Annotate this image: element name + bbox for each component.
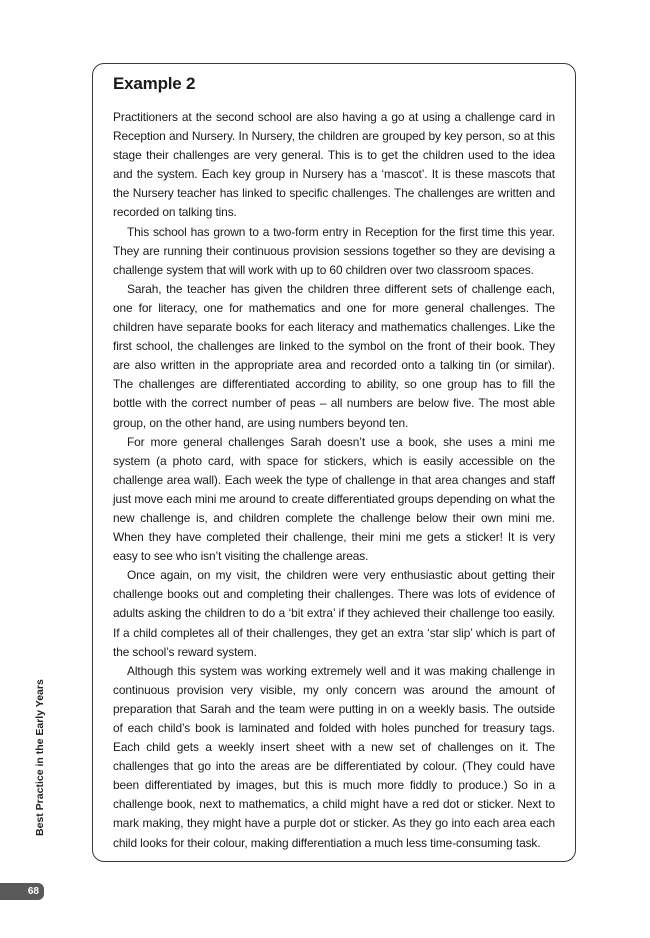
example-heading: Example 2 [113, 74, 196, 93]
example-box [92, 63, 576, 862]
paragraph-5: Once again, on my visit, the children were very enthusiastic about getting their challenge books out and completing their challenges. There was lots of evidence of adults asking the children to do a ‘bit extra’ if they achieved their challenge too easily. If a child completes all of their challenges, they get an extra ‘star slip’ which is part of the school’s reward system. [113, 568, 555, 659]
paragraph-6: Although this system was working extremely well and it was making challenge in continuous provision very visible, my only concern was around the amount of preparation that Sarah and the team were putting in on a weekly basis. The outside of each child’s book is laminated and folded with holes punched for treasury tags. Each child gets a weekly insert sheet with a new set of challenges on it. The challenges that go into the areas are be differentiated by colour. (They could have been differentiated by images, but this is much more fiddly to produce.) So in a challenge book, next to mathematics, a child might have a red dot or sticker. Next to mark making, they might have a purple dot or sticker. As they go into each area each child looks for their colour, making differentiation a much less time-consuming task. [113, 663, 555, 850]
paragraph-3: Sarah, the teacher has given the children three different sets of challenge each, one for literacy, one for mathematics and one for more general challenges. The children have separate books for each literacy and mathematics challenges. Like the first school, the challenges are linked to the symbol on the front of their book. They are also written in the appropriate area and recorded onto a talking tin (or similar). The challenges are differentiated according to ability, so one group has to fill the bottle with the correct number of peas – all numbers are below five. The most able group, on the other hand, are using numbers beyond ten. [113, 281, 555, 430]
paragraph-1: Practitioners at the second school are also having a go at using a challenge card in Reception and Nursery. In Nursery, the children are grouped by key person, so at this stage their challenges are very general. This is to get the children used to the idea and the system. Each key group in Nursery has a ‘mascot’. It is these mascots that the Nursery teacher has linked to specific challenges. The challenges are written and recorded on talking tins. [113, 110, 555, 220]
page-number-tab: 68 [0, 883, 44, 900]
paragraph-4: For more general challenges Sarah doesn’t use a book, she uses a mini me system (a photo card, with space for stickers, which is easily accessible on the challenge area wall). Each week the type of challenge in that area changes and staff just move each mini me around to create differentiated groups depending on what the new challenge is, and children complete the challenge below their own mini me. When they have completed their challenge, their mini me gets a sticker! It is very easy to see who isn’t visiting the challenge areas. [113, 434, 555, 564]
paragraph-2: This school has grown to a two-form entry in Reception for the first time this year. They are running their continuous provision sessions together so they are devising a challenge system that will work with up to 60 children over two classroom spaces. [113, 224, 555, 277]
running-book-title: Best Practice in the Early Years [34, 679, 46, 836]
